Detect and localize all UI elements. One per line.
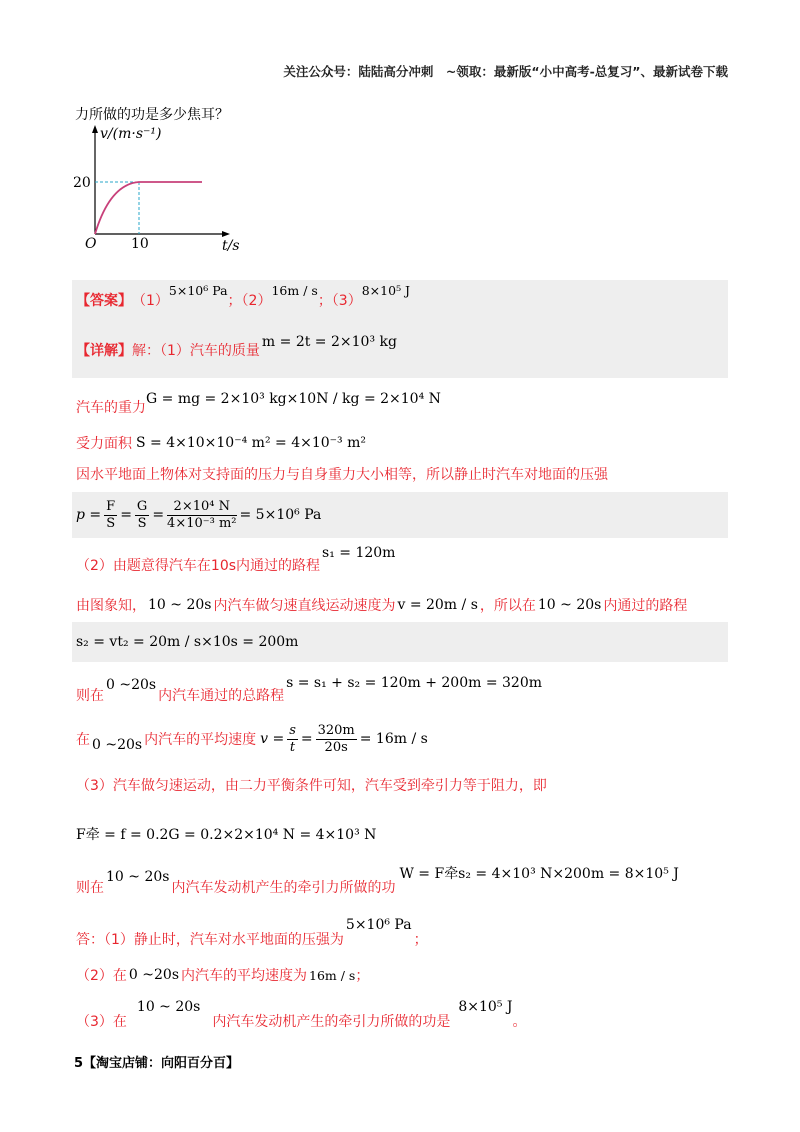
frac-s-num: s xyxy=(289,722,296,738)
answer-sep2: ；（3） xyxy=(317,293,362,309)
detail-line-8 xyxy=(76,630,298,654)
speed-eq: = xyxy=(300,731,313,747)
frac-g-num: G xyxy=(136,498,148,514)
detail-line-1 xyxy=(76,334,397,362)
detail-line-2 xyxy=(76,386,441,416)
answer-summary-1 xyxy=(76,914,428,948)
y-axis-arrow-icon xyxy=(92,125,98,133)
detail-l3-text: 受力面积 xyxy=(76,436,132,452)
velocity-curve xyxy=(95,182,202,234)
detail-line-12 xyxy=(76,822,376,846)
detail-l7-a: 由图象知， xyxy=(76,598,146,614)
detail-tag: 【详解】 xyxy=(76,343,132,359)
summary-2-d: 16m / s xyxy=(309,967,356,983)
summary-3-e: 。 xyxy=(512,1014,527,1030)
pressure-lhs: p = xyxy=(76,507,102,523)
frac-t-den: t xyxy=(289,739,296,755)
detail-l7-b: 10 ~ 20s xyxy=(148,597,212,613)
detail-l13-d: W = F牵s₂ = 4×10³ N×200m = 8×10⁵ J xyxy=(399,866,679,882)
detail-line-13 xyxy=(76,862,679,896)
detail-l10-b: 0 ~20s xyxy=(92,737,143,753)
pressure-eq2: = xyxy=(152,507,165,523)
detail-line-7 xyxy=(76,593,687,617)
detail-l6-text: （2）由题意得汽车在10s内通过的路程 xyxy=(76,558,321,574)
answer-part2-value: 16m / s xyxy=(271,282,318,298)
summary-1-b: 5×10⁶ Pa xyxy=(345,917,412,933)
velocity-time-graph xyxy=(70,122,260,257)
speed-rhs: = 16m / s xyxy=(359,731,428,747)
detail-l2-text: 汽车的重力 xyxy=(76,400,146,416)
detail-l9-b: 0 ~20s xyxy=(106,677,157,693)
summary-2-b: 0 ~20s xyxy=(128,967,180,983)
summary-2-e: ； xyxy=(355,968,370,984)
question-tail: 力所做的功是多少焦耳？ xyxy=(75,107,229,123)
frac-g-den: S xyxy=(137,515,147,531)
answer-summary-3 xyxy=(76,996,527,1030)
answer-part3-value: 8×10⁵ J xyxy=(361,282,411,298)
frac-numeric xyxy=(167,499,236,532)
answer-part1-value: 5×10⁶ Pa xyxy=(168,282,228,298)
x-tick-label: 10 xyxy=(131,236,149,252)
frac-numeric-den: 4×10⁻³ m² xyxy=(167,515,237,531)
detail-l7-c: 内汽车做匀速直线运动速度为 xyxy=(213,598,396,614)
detail-line-3 xyxy=(76,432,366,454)
summary-3-b: 10 ~ 20s xyxy=(136,999,201,1015)
page-header: 关注公众号：陆陆高分冲刺 ~领取：最新版“小中高考-总复习”、最新试卷下载 xyxy=(283,64,728,79)
answer-summary-2 xyxy=(76,963,369,987)
summary-3-a: （3）在 xyxy=(76,1014,127,1030)
detail-line-9 xyxy=(76,672,542,702)
detail-l9-a: 则在 xyxy=(76,688,104,704)
detail-l7-d: v = 20m / s xyxy=(397,597,478,613)
summary-1-a: 答：（1）静止时，汽车对水平地面的压强为 xyxy=(76,932,344,948)
x-axis-label: t/s xyxy=(222,238,240,254)
x-axis-arrow-icon xyxy=(222,231,230,237)
detail-line-10 xyxy=(76,718,428,760)
summary-3-d: 8×10⁵ J xyxy=(458,999,513,1015)
page-footer: 5【淘宝店铺：向阳百分百】 xyxy=(74,1056,240,1071)
frac-s-over-t xyxy=(287,723,298,756)
detail-l3-math: S = 4×10×10⁻⁴ m² = 4×10⁻³ m² xyxy=(136,435,366,451)
frac-f-num: F xyxy=(106,498,116,514)
summary-2-a: （2）在 xyxy=(76,968,127,984)
detail-l10-a: 在 xyxy=(76,732,90,748)
detail-line-4: 因水平地面上物体对支持面的压力与自身重力大小相等，所以静止时汽车对地面的压强 xyxy=(76,467,608,483)
pressure-eq1: = xyxy=(120,507,132,523)
detail-l8-math: s₂ = vt₂ = 20m / s×10s = 200m xyxy=(76,634,299,650)
detail-l13-c: 内汽车发动机产生的牵引力所做的功 xyxy=(171,880,396,896)
frac-320-num: 320m xyxy=(317,722,355,738)
answer-part1-label: （1） xyxy=(132,293,169,309)
detail-line-5 xyxy=(76,494,321,536)
y-axis-label: v/(m·s⁻¹) xyxy=(100,126,162,142)
summary-1-c: ； xyxy=(413,932,428,948)
detail-l7-f: 10 ~ 20s xyxy=(537,597,602,613)
detail-line-11: （3）汽车做匀速运动，由二力平衡条件可知，汽车受到牵引力等于阻力，即 xyxy=(76,778,547,794)
detail-l7-g: 内通过的路程 xyxy=(603,598,688,614)
frac-f-den: S xyxy=(106,515,116,531)
summary-3-c: 内汽车发动机产生的牵引力所做的功是 xyxy=(212,1014,451,1030)
frac-numeric-num: 2×10⁴ N xyxy=(167,499,236,516)
detail-l13-a: 则在 xyxy=(76,880,104,896)
detail-l13-b: 10 ~ 20s xyxy=(106,869,170,885)
answer-sep1: ；（2） xyxy=(227,293,272,309)
frac-g-over-s xyxy=(135,499,149,532)
frac-f-over-s xyxy=(104,499,117,532)
detail-l7-e: ，所以在 xyxy=(479,598,536,614)
detail-l10-c: 内汽车的平均速度 xyxy=(144,732,257,748)
detail-l9-c: 内汽车通过的总路程 xyxy=(158,688,285,704)
frac-20-den: 20s xyxy=(324,739,348,755)
pressure-rhs: = 5×10⁶ Pa xyxy=(239,507,322,523)
y-tick-label: 20 xyxy=(73,175,91,191)
speed-lhs: v = xyxy=(260,731,285,747)
detail-l6-math: s₁ = 120m xyxy=(322,545,396,561)
summary-2-c: 内汽车的平均速度为 xyxy=(181,968,308,984)
detail-l12-math: F牵 = f = 0.2G = 0.2×2×10⁴ N = 4×10³ N xyxy=(76,827,377,843)
frac-320-over-20 xyxy=(316,723,357,756)
detail-l1-math: m = 2t = 2×10³ kg xyxy=(261,334,397,350)
detail-line-6 xyxy=(76,542,395,572)
detail-l9-d: s = s₁ + s₂ = 120m + 200m = 320m xyxy=(286,675,543,691)
detail-l2-math: G = mg = 2×10³ kg×10N / kg = 2×10⁴ N xyxy=(146,391,441,407)
answer-tag: 【答案】 xyxy=(76,293,132,309)
origin-label: O xyxy=(85,236,97,252)
answer-line xyxy=(76,282,411,312)
detail-l1-text: 解：（1）汽车的质量 xyxy=(132,343,260,359)
